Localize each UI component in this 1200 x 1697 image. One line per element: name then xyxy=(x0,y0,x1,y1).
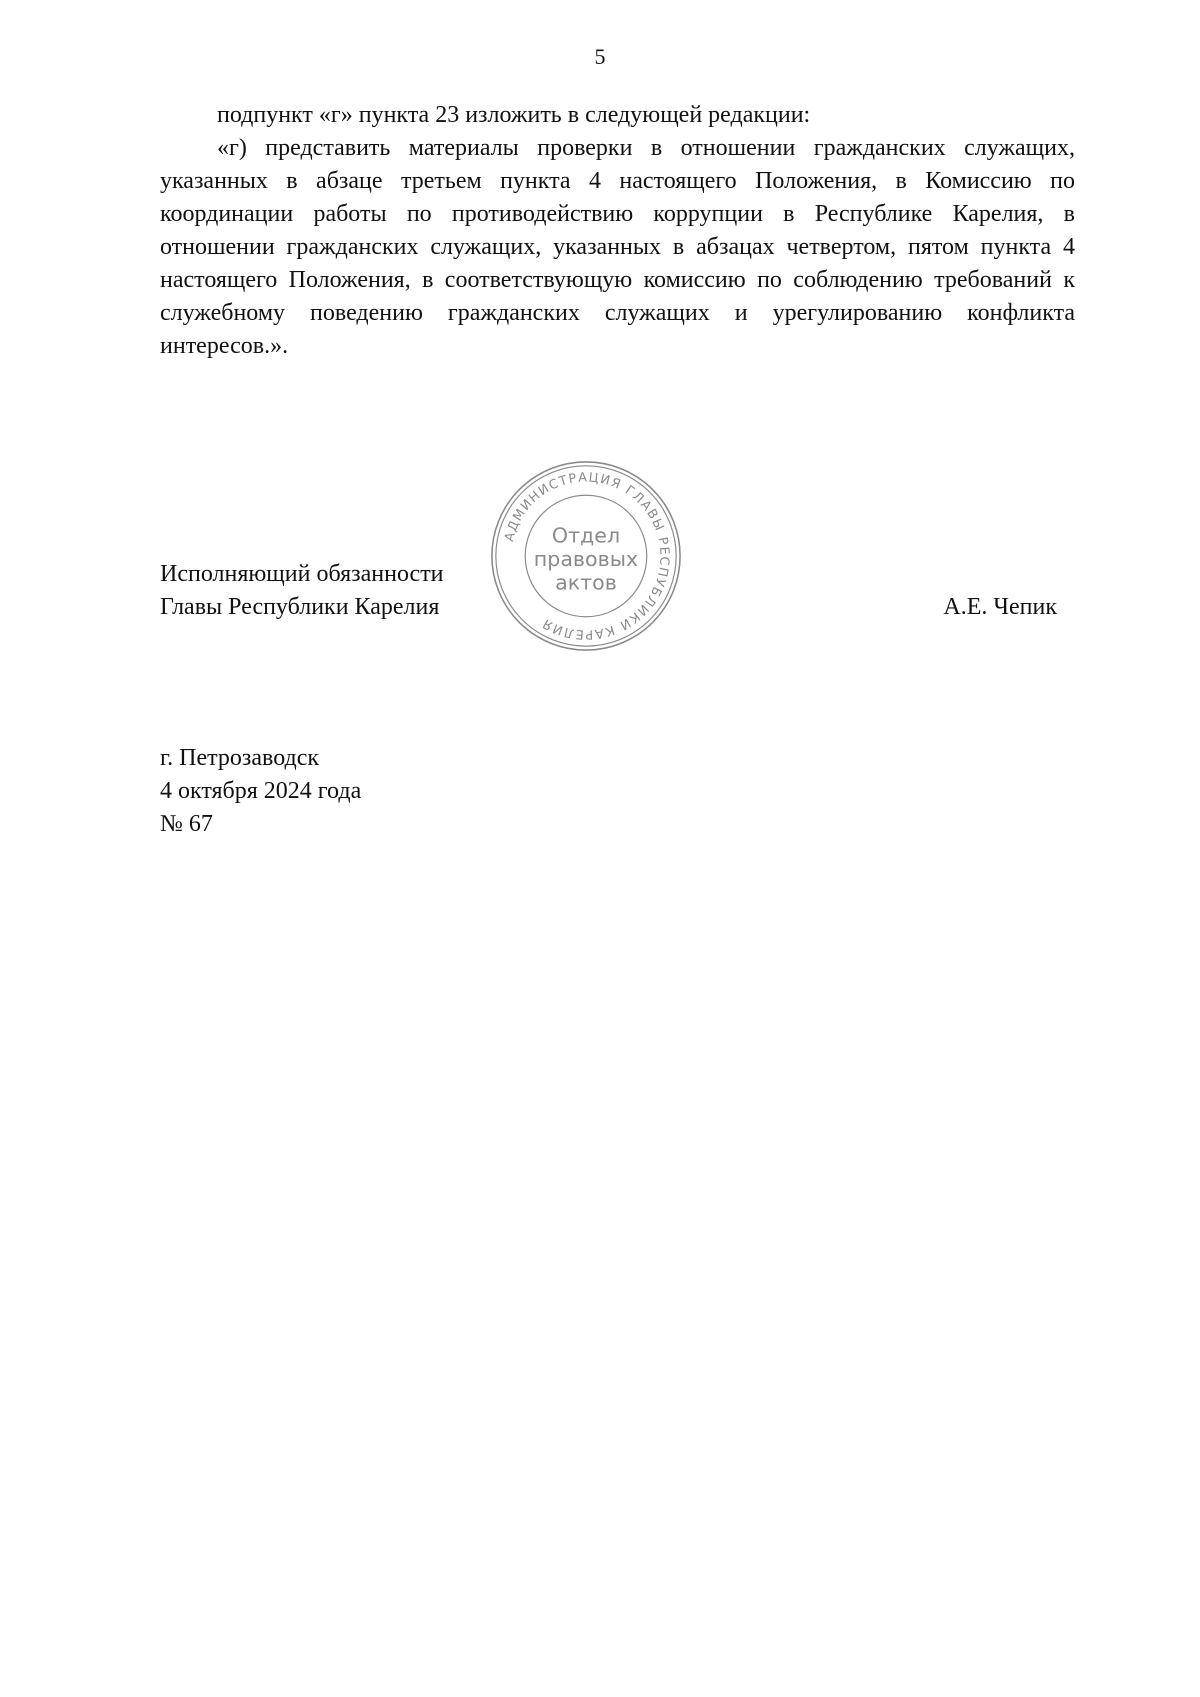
stamp-center-line-2: правовых xyxy=(533,546,639,571)
document-body xyxy=(160,99,1075,363)
amendment-paragraph: «г) представить материалы проверки в отношении гражданских служащих, указанных в абзаце третьем пункта 4 настоящего Положения, в Комиссию по координации работы по противодействию коррупции в Республике Карелия, в отношении гражданских служащих, указанных в абзацах четвертом, пятом пункта 4 настоящего Положения, в соответствующую комиссию по соблюдению требований к служебному поведению гражданских служащих и урегулированию конфликта интересов.». xyxy=(160,135,1075,359)
intro-paragraph: подпункт «г» пункта 23 изложить в следующей редакции: xyxy=(217,102,811,128)
place-date-number xyxy=(160,742,361,841)
stamp-center-line-1: Отдел xyxy=(551,523,621,548)
stamp-center-line-3: актов xyxy=(555,570,617,595)
signatory-name: А.Е. Чепик xyxy=(943,594,1057,620)
official-stamp xyxy=(488,458,684,654)
signatory-role xyxy=(160,558,444,624)
signatory-role-line-1: Исполняющий обязанности xyxy=(160,561,444,587)
document-number: № 67 xyxy=(160,811,213,837)
page-number: 5 xyxy=(594,44,606,69)
signatory-role-line-2: Главы Республики Карелия xyxy=(160,594,440,620)
document-date: 4 октября 2024 года xyxy=(160,778,362,804)
stamp-outer-text: АДМИНИСТРАЦИЯ ГЛАВЫ РЕСПУБЛИКИ КАРЕЛИЯ xyxy=(502,470,672,642)
place-city: г. Петрозаводск xyxy=(160,745,320,771)
